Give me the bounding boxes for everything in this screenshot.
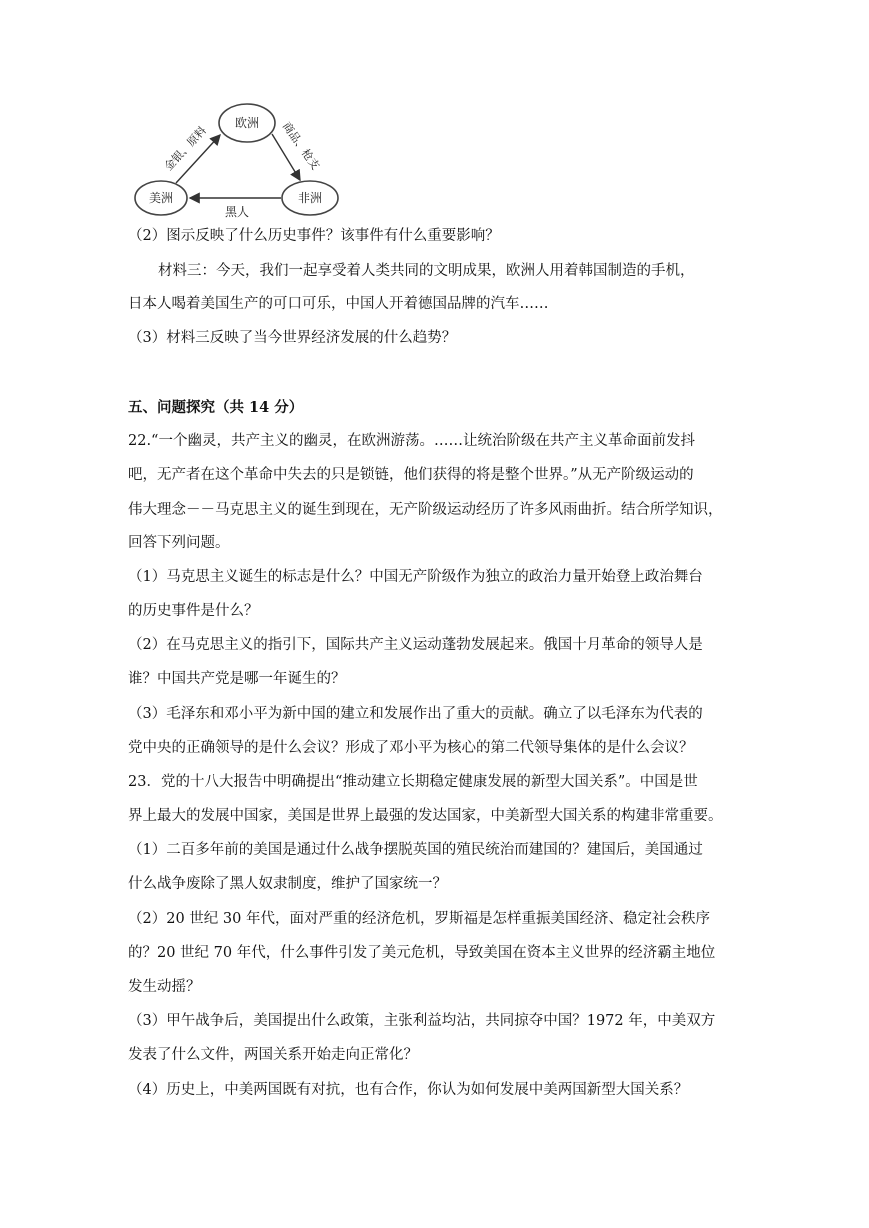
q22-line3: 伟大理念－－马克思主义的诞生到现在，无产阶级运动经历了许多风雨曲折。结合所学知识， <box>128 502 723 518</box>
q22-sub3-line1: （3）毛泽东和邓小平为新中国的建立和发展作出了重大的贡献。确立了以毛泽东为代表的 <box>128 706 703 722</box>
q22-sub3-line2: 党中央的正确领导的是什么会议？形成了邓小平为核心的第二代领导集体的是什么会议？ <box>128 740 694 756</box>
node-america-label: 美洲 <box>148 191 174 205</box>
q22-line1: 22.“一个幽灵，共产主义的幽灵，在欧洲游荡。……让统治阶级在共产主义革命面前发抖 <box>128 433 695 449</box>
q21-material3-line2: 日本人喝着美国生产的可口可乐，中国人开着德国品牌的汽车…… <box>128 296 549 312</box>
triangle-trade-diagram <box>128 96 348 220</box>
q23-sub3-line2: 发表了什么文件，两国关系开始走向正常化？ <box>128 1047 418 1063</box>
q21-sub2: （2）图示反映了什么历史事件？该事件有什么重要影响？ <box>128 228 500 244</box>
edge-america-europe-label: 金银、原料 <box>161 124 209 174</box>
q22-sub1-line2: 的历史事件是什么？ <box>128 603 259 619</box>
q23-sub2-line2: 的？20 世纪 70 年代，什么事件引发了美元危机，导致美国在资本主义世界的经济霸主地位 <box>128 945 716 961</box>
q23-sub4: （4）历史上，中美两国既有对抗，也有合作，你认为如何发展中美两国新型大国关系？ <box>128 1082 689 1098</box>
q22-line4: 回答下列问题。 <box>128 535 230 551</box>
q21-sub3: （3）材料三反映了当今世界经济发展的什么趋势？ <box>128 330 457 346</box>
q23-sub2-line3: 发生动摇？ <box>128 979 201 995</box>
q23-line1: 23．党的十八大报告中明确提出“推动建立长期稳定健康发展的新型大国关系”。中国是世 <box>128 774 698 790</box>
edge-africa-america-label: 黑人 <box>224 205 250 219</box>
q23-sub1-line1: （1）二百多年前的美国是通过什么战争摆脱英国的殖民统治而建国的？建国后，美国通过 <box>128 842 703 858</box>
q22-sub1-line1: （1）马克思主义诞生的标志是什么？中国无产阶级作为独立的政治力量开始登上政治舞台 <box>128 569 703 585</box>
q23-sub2-line1: （2）20 世纪 30 年代，面对严重的经济危机，罗斯福是怎样重振美国经济、稳定社会秩序 <box>128 911 710 927</box>
node-africa-label: 非洲 <box>297 191 323 205</box>
q23-sub1-line2: 什么战争废除了黑人奴隶制度，维护了国家统一？ <box>128 876 447 892</box>
q21-material3-line1: 材料三：今天，我们一起享受着人类共同的文明成果，欧洲人用着韩国制造的手机， <box>158 263 695 279</box>
q23-sub3-line1: （3）甲午战争后，美国提出什么政策，主张利益均沾，共同掠夺中国？1972 年，中美双方 <box>128 1013 716 1029</box>
q22-line2: 吧，无产者在这个革命中失去的只是锁链，他们获得的将是整个世界。”从无产阶级运动的 <box>128 467 694 483</box>
section5-heading: 五、问题探究（共 14 分） <box>128 399 304 416</box>
q23-line2: 界上最大的发展中国家，美国是世界上最强的发达国家，中美新型大国关系的构建非常重要。 <box>128 808 723 824</box>
node-europe-label: 欧洲 <box>234 116 260 130</box>
edge-europe-africa-label: 商品、枪支 <box>279 119 322 173</box>
q22-sub2-line2: 谁？中国共产党是哪一年诞生的？ <box>128 671 346 687</box>
q22-sub2-line1: （2）在马克思主义的指引下，国际共产主义运动蓬勃发展起来。俄国十月革命的领导人是 <box>128 637 703 653</box>
triangle-trade-svg <box>128 96 348 220</box>
